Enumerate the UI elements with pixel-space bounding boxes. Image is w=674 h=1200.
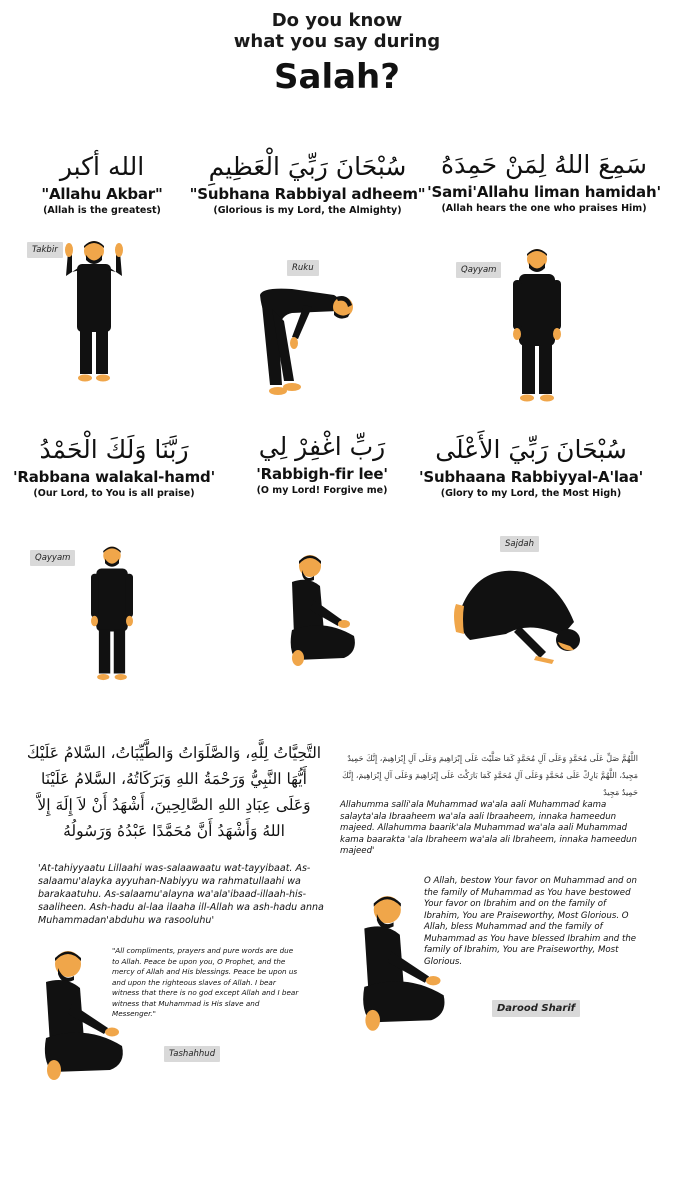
tashahhud-arabic: التَّحِيَّاتُ لِلَّهِ، وَالصَّلَوَاتُ وَالطَّيِّبَاتُ، السَّلامُ عَلَيْكَ أَيُّهَا النَّبِيُّ وَرَحْمَةُ اللهِ وَبَرَكَاتُهُ، السَّلامُ عَلَيْنَا وَعَلَى عِبَادِ اللهِ الصَّالِحِينَ، أَشْهَدُ أَنْ لاَ إِلَهَ إِلاَّ اللهُ وَأَشْهَدُ أَنَّ مُحَمَّدًا عَبْدُهُ وَرَسُولُهُ [26, 744, 322, 840]
jalsa-figure [284, 552, 360, 672]
ruku-figure [252, 285, 358, 403]
step-qayyam-2 [0, 433, 228, 500]
tag-sajdah: Sajdah [500, 536, 539, 552]
step-meaning: (Allah hears the one who praises Him) [441, 203, 647, 214]
step-qayyam-1 [425, 148, 663, 215]
tashahhud-translation: "All compliments, prayers and pure words are due to Allah. Peace be upon you, O Prophet, and the mercy of Allah and His blessings. Peace be upon us and upon the righteous slaves of Allah. I bear witness that there is no god except Allah and I bear witness that Muhammad is His slave and Messenger." [112, 946, 299, 1018]
step-arabic: سُبْحَانَ رَبِّيَ الأَعْلَى [435, 435, 627, 464]
qayyam-figure-1 [505, 246, 569, 406]
step-translit: "Subhana Rabbiyal adheem" [189, 185, 426, 203]
step-translit: "Allahu Akbar" [41, 185, 163, 203]
step-meaning: (Allah is the greatest) [43, 205, 161, 216]
tashahhud-figure [38, 948, 130, 1086]
step-translit: 'Rabbigh-fir lee' [256, 465, 388, 483]
step-arabic: رَبَّنَا وَلَكَ الْحَمْدُ [39, 435, 189, 464]
step-takbir [12, 150, 192, 217]
step-arabic: سُبْحَانَ رَبِّيَ الْعَظِيمِ [208, 152, 407, 181]
page-title: Salah? [274, 57, 400, 97]
page-header [0, 10, 674, 98]
step-jalsa [232, 430, 412, 497]
takbir-figure [58, 238, 130, 386]
step-meaning: (Glorious is my Lord, the Almighty) [213, 205, 402, 216]
tashahhud-translit: 'At-tahiyyaatu Lillaahi was-salaawaatu wat-tayyibaat. As-salaamu'alayka ayyuhan-Nabiyyu wa rahmatullaahi wa barakaatuhu. As-salaamu'alayna wa'ala'ibaad-illaah-his-saaliheen. Ash-hadu al-laa ilaaha ill-Allah wa ash-hadu anna Muhammadan'abduhu wa rasooluhu' [38, 863, 324, 926]
tag-takbir: Takbir [27, 242, 63, 258]
step-translit: 'Rabbana walakal-hamd' [13, 468, 215, 486]
step-meaning: (Glory to my Lord, the Most High) [440, 488, 622, 499]
step-arabic: سَمِعَ اللهُ لِمَنْ حَمِدَهُ [440, 150, 648, 179]
step-sajdah [412, 433, 650, 500]
darood-translation: O Allah, bestow Your favor on Muhammad and on the family of Muhammad as You have bestowed Your favor on Ibrahim and on the family of Ibrahim, You are Praiseworthy, Most Glorious. O Allah, bless Muhammad and the family of Muhammad as You have blessed Ibrahim and the family of Ibrahim, You are Praiseworthy, Most Glorious. [424, 876, 637, 967]
darood-arabic: اللَّهُمَّ صَلِّ عَلَى مُحَمَّدٍ وَعَلَى آلِ مُحَمَّدٍ كَمَا صَلَّيْتَ عَلَى إِبْرَاهِيمَ وَعَلَى آلِ إِبْرَاهِيمَ، إِنَّكَ حَمِيدٌ مَجِيدٌ، اللَّهُمَّ بَارِكْ عَلَى مُحَمَّدٍ وَعَلَى آلِ مُحَمَّدٍ كَمَا بَارَكْتَ عَلَى إِبْرَاهِيمَ وَعَلَى آلِ إِبْرَاهِيمَ، إِنَّكَ حَمِيدٌ مَجِيدٌ [342, 754, 638, 797]
step-meaning: (Our Lord, to You is all praise) [33, 488, 195, 499]
qayyam-figure-2 [84, 536, 140, 692]
step-translit: 'Sami'Allahu liman hamidah' [427, 183, 661, 201]
tag-ruku: Ruku [287, 260, 319, 276]
header-line-1: Do you know [271, 10, 403, 31]
darood-translit: Allahumma salli'ala Muhammad wa'ala aali Muhammad kama salayta'ala Ibraaheem wa'ala aali Ibraaheem, innaka hameedun majeed. Allahumma baarik'ala Muhammad wa'ala aali Muhammad kama baarakta 'ala Ibraheem wa'ala ali Ibraheem, innaka hameedun majeed' [340, 800, 637, 856]
darood-figure [356, 890, 452, 1040]
tag-qayyam-1: Qayyam [456, 262, 501, 278]
step-arabic: الله أكبر [59, 152, 145, 181]
header-line-2: what you say during [233, 31, 441, 52]
step-ruku [185, 150, 430, 217]
step-arabic: رَبِّ اغْفِرْ لِي [258, 432, 386, 461]
tag-darood: Darood Sharif [492, 1000, 580, 1017]
tag-tashahhud: Tashahhud [164, 1046, 220, 1062]
sajdah-figure [450, 560, 590, 670]
tag-qayyam-2: Qayyam [30, 550, 75, 566]
step-meaning: (O my Lord! Forgive me) [256, 485, 388, 496]
step-translit: 'Subhaana Rabbiyyal-A'laa' [418, 468, 644, 486]
